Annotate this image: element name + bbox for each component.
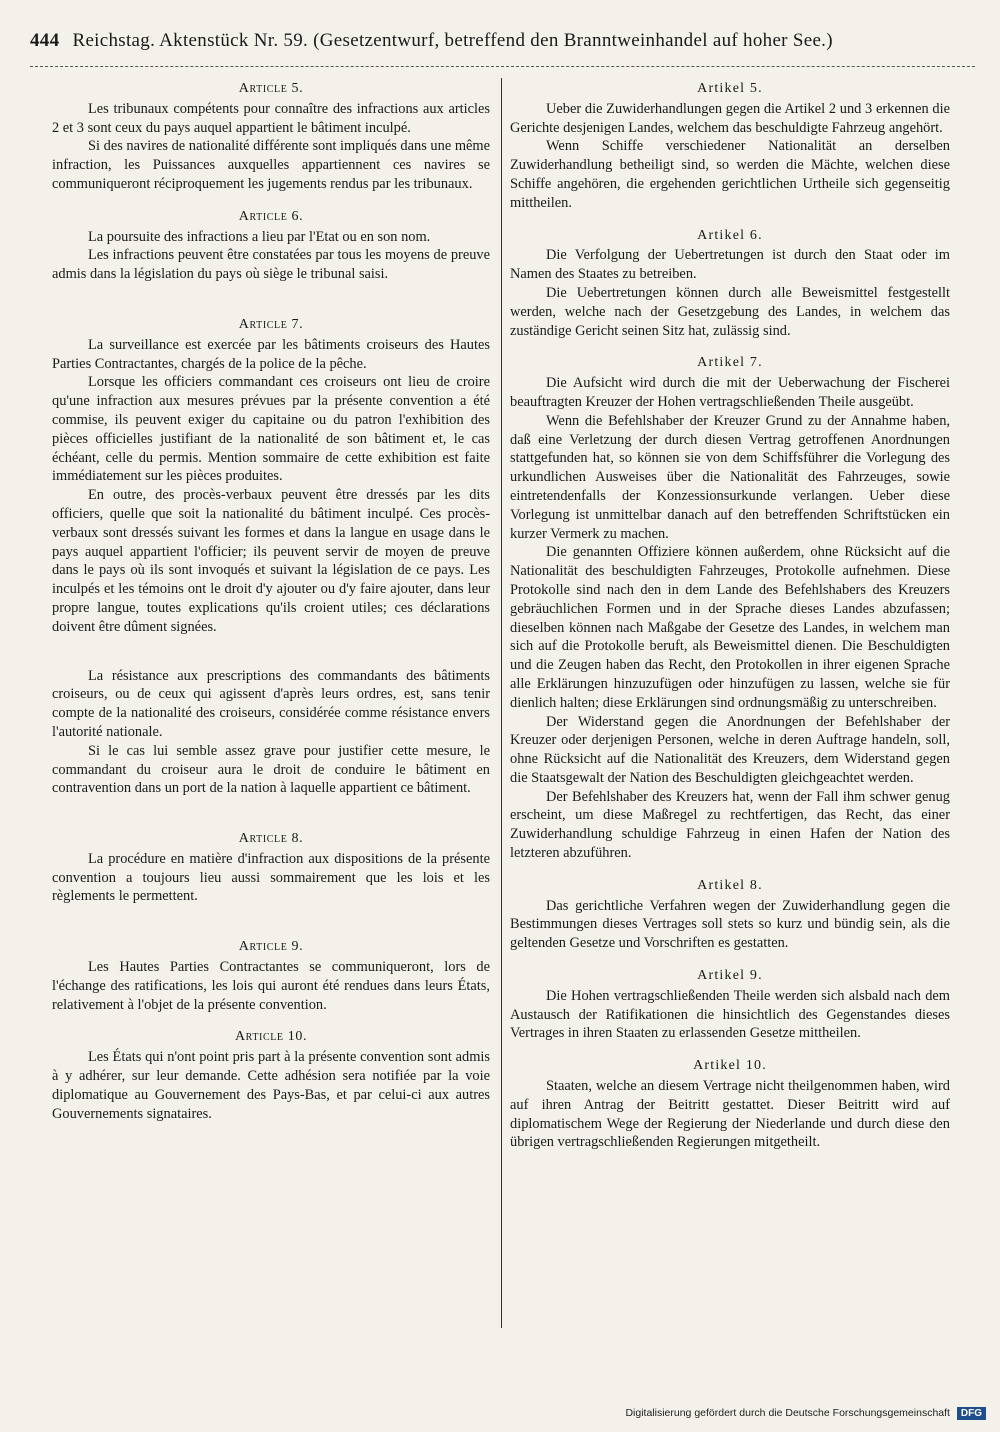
article-title: Article 8. <box>238 831 304 847</box>
paragraph: Les tribunaux compétents pour connaître des infractions aux articles 2 et 3 sont ceux du pays auquel appartient le bâtiment inculpé. <box>52 100 490 136</box>
article-title: Article 5. <box>238 81 304 96</box>
french-column <box>52 80 490 1137</box>
article-title: Article 6. <box>238 208 304 224</box>
page-title: Reichstag. Aktenstück Nr. 59. (Gesetzentwurf, betreffend den Branntweinhandel auf hoher See.) <box>72 30 833 51</box>
paragraph: Der Befehlshaber des Kreuzers hat, wenn der Fall ihm schwer genug erscheint, um diese Maßregel zu rechtfertigen, das Recht, das einer Zuwiderhandlung schuldige Fahrzeug in einen Hafen der Nation des letzteren abzuführen. <box>510 788 950 862</box>
paragraph: Wenn Schiffe verschiedener Nationalität an derselben Zuwiderhandlung betheiligt sind, so werden die Mächte, welchen diese Schiffe angehören, die ergehenden gerichtlichen Urtheile sich gegenseitig mittheilen. <box>510 138 950 211</box>
article-6-de <box>510 227 950 341</box>
paragraph: Les infractions peuvent être constatées par tous les moyens de preuve admis dans la législation du pays où siège le tribunal saisi. <box>52 247 490 283</box>
paragraph: Der Widerstand gegen die Anordnungen der Befehlshaber der Kreuzer oder derjenigen Personen, welche in deren Auftrage handeln, soll, ohne Rücksicht auf die Nationalität des Kreuzers, dem Widerstand gegen die Staatsgewalt der Nation des Beschuldigten gleichgeachtet werden. <box>510 713 950 786</box>
article-10-fr <box>52 1028 490 1123</box>
paragraph: Die Hohen vertragschließenden Theile werden sich alsbald nach dem Austausch der Ratifikationen die hinsichtlich des Gegenstandes dieses Vertrages in ihren Staaten zu erlassenden Gesetze mittheilen. <box>510 987 950 1042</box>
article-title: Artikel 9. <box>697 968 763 984</box>
column-divider <box>501 78 502 1328</box>
paragraph: La procédure en matière d'infraction aux dispositions de la présente convention a toujours lieu aussi sommairement que les lois et les règlements le permettent. <box>52 850 490 905</box>
article-title: Artikel 7. <box>697 355 763 371</box>
article-5-de <box>510 80 950 213</box>
paragraph: Les États qui n'ont point pris part à la présente convention sont admis à y adhérer, sur leur demande. Cette adhésion sera notifiée par la voie diplomatique au Gouvernement des Pays-Bas, et par celui-ci aux autres Gouvernements signataires. <box>52 1049 490 1122</box>
paragraph: Si des navires de nationalité différente sont impliqués dans une même infraction, les Puissances auxquelles appartiennent ces navires se communiqueront réciproquement les jugements rendus par les tribunaux. <box>52 138 490 192</box>
paragraph: La surveillance est exercée par les bâtiments croiseurs des Hautes Parties Contractantes, chargés de la police de la pêche. <box>52 336 490 372</box>
dfg-logo: DFG <box>957 1407 986 1420</box>
paragraph: Si le cas lui semble assez grave pour justifier cette mesure, le commandant du croiseur aura le droit de conduire le bâtiment en contravention dans un port de la nation à laquelle appartient ce bâtiment. <box>52 742 490 797</box>
article-7-fr <box>52 316 490 798</box>
article-7-de <box>510 354 950 863</box>
paragraph: Lorsque les officiers commandant ces croiseurs ont lieu de croire qu'une infraction aux mesures prévues par la présente convention a été commise, ils peuvent exiger du capitaine ou du patron l'exhibition des pièces officielles justifiant de la nationalité de son bâtiment et, le cas échéant, celle du permis. Mention sommaire de cette exhibition est faite immédiatement sur les pièces produites. <box>52 374 490 485</box>
paragraph: Les Hautes Parties Contractantes se communiqueront, lors de l'échange des ratifications, les lois qui auront été rendues dans leurs États, relativement à l'objet de la présente convention. <box>52 959 490 1013</box>
paragraph: Wenn die Befehlshaber der Kreuzer Grund zu der Annahme haben, daß eine Verletzung der durch diesen Vertrag getroffenen Anordnungen stattgefunden hat, so können sie von dem Schiffsführer die Vorlegung des urkundlichen Ausweises über die Nationalität des Fahrzeuges, sowie eintretendenfalls der Konzessionsurkunde verlangen. Ueber diese Vorlegung ist unmittelbar danach auf den betreffenden Schriftstücken ein kurzer Vermerk zu machen. <box>510 412 950 542</box>
header-rule <box>30 66 975 67</box>
paragraph: Staaten, welche an diesem Vertrage nicht theilgenommen haben, wird auf ihren Antrag der Beitritt gestattet. Dieser Beitritt wird auf diplomatischem Wege der Regierung der Niederlande und durch diese den übrigen vertragschließenden Regierungen mitgetheilt. <box>510 1078 950 1151</box>
german-column <box>510 80 950 1166</box>
article-6-fr <box>52 208 490 284</box>
article-8-de <box>510 877 950 953</box>
digitization-footer <box>625 1407 986 1420</box>
paragraph: Die Uebertretungen können durch alle Beweismittel festgestellt werden, welche nach der Gesetzgebung des Landes, in welchem das zuständige Gericht seinen Sitz hat, zulässig sind. <box>510 284 950 339</box>
article-title: Artikel 10. <box>693 1058 767 1074</box>
page-number: 444 <box>30 30 60 51</box>
article-title: Artikel 8. <box>697 877 763 893</box>
article-title: Artikel 6. <box>697 227 763 243</box>
article-title: Artikel 5. <box>697 81 763 96</box>
paragraph: Die Aufsicht wird durch die mit der Ueberwachung der Fischerei beauftragten Kreuzer der Hohen vertragschließenden Theile ausgeübt. <box>510 375 950 410</box>
paragraph: Die genannten Offiziere können außerdem, ohne Rücksicht auf die Nationalität des beschuldigten Fahrzeuges, Protokolle aufnehmen. Diese Protokolle sind nach den in dem Lande des Befehlshabers des Kreuzers gebräuchlichen Formen und in der Sprache dieses Landes abzufassen; dieselben können nach Maßgabe der Gesetze des Landes, in welchem man sich auf die Protokolle beruft, als Beweismittel dienen. Die Beschuldigten und die Zeugen haben das Recht, den Protokollen in ihrer eigenen Sprache alle Erklärungen hinzuzufügen oder hinzufügen zu lassen, welche sie für dienlich halten; diese Erklärungen sind ordnungsmäßig zu unterschreiben. <box>510 544 950 711</box>
article-title: Article 10. <box>234 1029 308 1045</box>
article-9-fr <box>52 938 490 1014</box>
article-5-fr <box>52 80 490 194</box>
paragraph: Ueber die Zuwiderhandlungen gegen die Artikel 2 und 3 erkennen die Gerichte desjenigen Landes, welchem das beschuldigte Fahrzeug angehört. <box>510 100 950 136</box>
paragraph: La poursuite des infractions a lieu par l'Etat ou en son nom. <box>88 228 431 245</box>
footer-text: Digitalisierung gefördert durch die Deutsche Forschungsgemeinschaft <box>625 1407 950 1419</box>
paragraph: Das gerichtliche Verfahren wegen der Zuwiderhandlung gegen die Bestimmungen dieses Vertrages soll stets so kurz und bündig sein, als die geltenden Gesetze und Vorschriften es gestatten. <box>510 897 950 952</box>
page-header <box>30 30 975 52</box>
article-title: Article 9. <box>238 939 304 955</box>
article-10-de <box>510 1057 950 1152</box>
paragraph: Die Verfolgung der Uebertretungen ist durch den Staat oder im Namen des Staates zu betreiben. <box>510 247 950 283</box>
article-8-fr <box>52 830 490 906</box>
article-9-de <box>510 967 950 1043</box>
paragraph: La résistance aux prescriptions des commandants des bâtiments croiseurs, ou de ceux qui agissent d'après leurs ordres, est, sans tenir compte de la nationalité des croiseurs, considérée comme résistance envers l'autorité nationale. <box>52 667 490 740</box>
paragraph: En outre, des procès-verbaux peuvent être dressés par les dits officiers, quelle que soit la nationalité du bâtiment inculpé. Ces procès-verbaux sont dressés suivant les formes et dans la langue en usage dans le pays auquel appartient l'officier; ils peuvent servir de moyen de preuve dans le pays où ils sont invoqués et suivant la législation de ce pays. Les inculpés et les témoins ont le droit d'y ajouter ou d'y faire ajouter, dans leur propre langue, toutes explications qu'ils croient utiles; ces déclarations doivent être dûment signées. <box>52 487 490 635</box>
article-title: Article 7. <box>238 316 304 332</box>
